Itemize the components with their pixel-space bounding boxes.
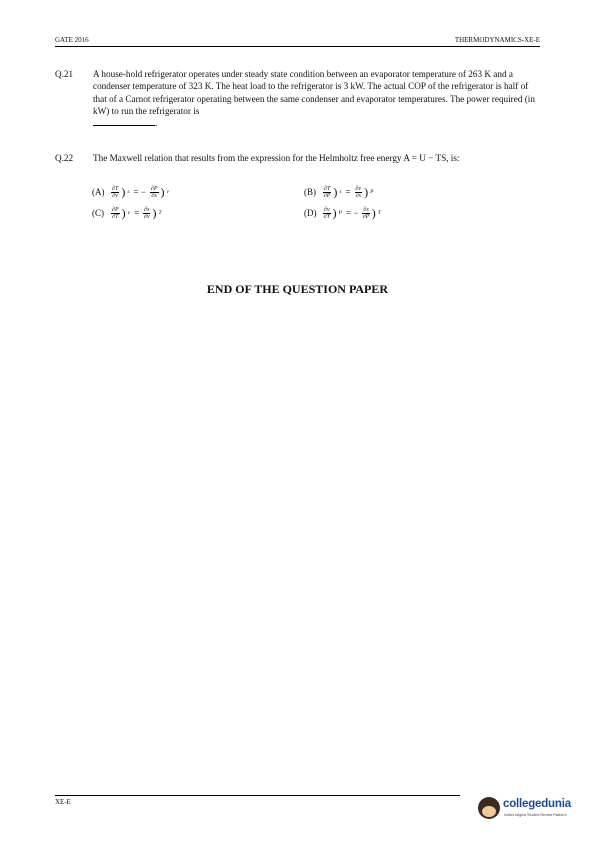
lhs-derivative: $\frac{\partial v}{\partial T}$	[323, 206, 330, 220]
footer-code: XE-E	[55, 798, 71, 806]
question-number: Q.22	[55, 153, 74, 163]
question-text: The Maxwell relation that results from the expression for the Helmholtz free energy A = U − TS, is:	[93, 153, 460, 163]
rhs-derivative: $\frac{\partial s}{\partial v}$	[144, 206, 150, 220]
rhs-derivative: $\frac{\partial P}{\partial s}$	[150, 185, 158, 199]
rhs-derivative: $\frac{\partial v}{\partial s}$	[355, 185, 362, 199]
answer-blank	[93, 117, 155, 126]
operator: = −	[133, 187, 146, 197]
question-22	[55, 152, 535, 182]
option-a: (A) $\frac{\partial T}{\partial v}$ ) s = − $\frac{\partial P}{\partial s}$ ) v	[92, 185, 169, 199]
footer-rule	[55, 795, 460, 796]
logo-tagline: India's largest Student Review Platform	[504, 813, 567, 817]
question-text: A house-hold refrigerator operates under steady state condition between an evaporator temperature of 263 K and a condenser temperature of 323 K. The heat load to the refrigerator is 3 kW. The actual COP of the refrigerator is half of that of a Carnot refrigerator operating between the same condenser and evaporator temperatures. The power required (in kW) to run the refrigerator is .	[93, 69, 535, 129]
option-label: (C)	[92, 208, 104, 218]
option-b: (B) $\frac{\partial T}{\partial P}$ ) s = $\frac{\partial v}{\partial s}$ ) P	[304, 185, 374, 199]
lhs-derivative: $\frac{\partial T}{\partial P}$	[323, 185, 331, 199]
option-d: (D) $\frac{\partial v}{\partial T}$ ) P = − $\frac{\partial s}{\partial P}$ ) T	[304, 206, 381, 220]
operator: =	[134, 208, 140, 218]
option-label: (D)	[304, 208, 317, 218]
end-of-paper: END OF THE QUESTION PAPER	[206, 282, 389, 296]
logo-name: collegedunia	[503, 798, 571, 810]
collegedunia-logo	[478, 795, 583, 823]
header-exam: GATE 2016	[55, 36, 89, 44]
lhs-derivative: $\frac{\partial T}{\partial v}$	[112, 185, 119, 199]
question-21	[55, 68, 535, 130]
option-c: (C) $\frac{\partial P}{\partial T}$ ) v = $\frac{\partial s}{\partial v}$ ) T	[92, 206, 162, 220]
question-number: Q.21	[55, 69, 74, 79]
header-subject: THERMODYNAMICS-XE-E	[454, 36, 540, 44]
operator: =	[345, 187, 351, 197]
rhs-derivative: $\frac{\partial s}{\partial P}$	[362, 206, 370, 220]
operator: = −	[346, 208, 359, 218]
option-label: (A)	[92, 187, 105, 197]
option-label: (B)	[304, 187, 316, 197]
lhs-derivative: $\frac{\partial P}{\partial T}$	[112, 206, 119, 220]
mascot-icon	[478, 797, 500, 819]
page-header	[55, 34, 540, 47]
